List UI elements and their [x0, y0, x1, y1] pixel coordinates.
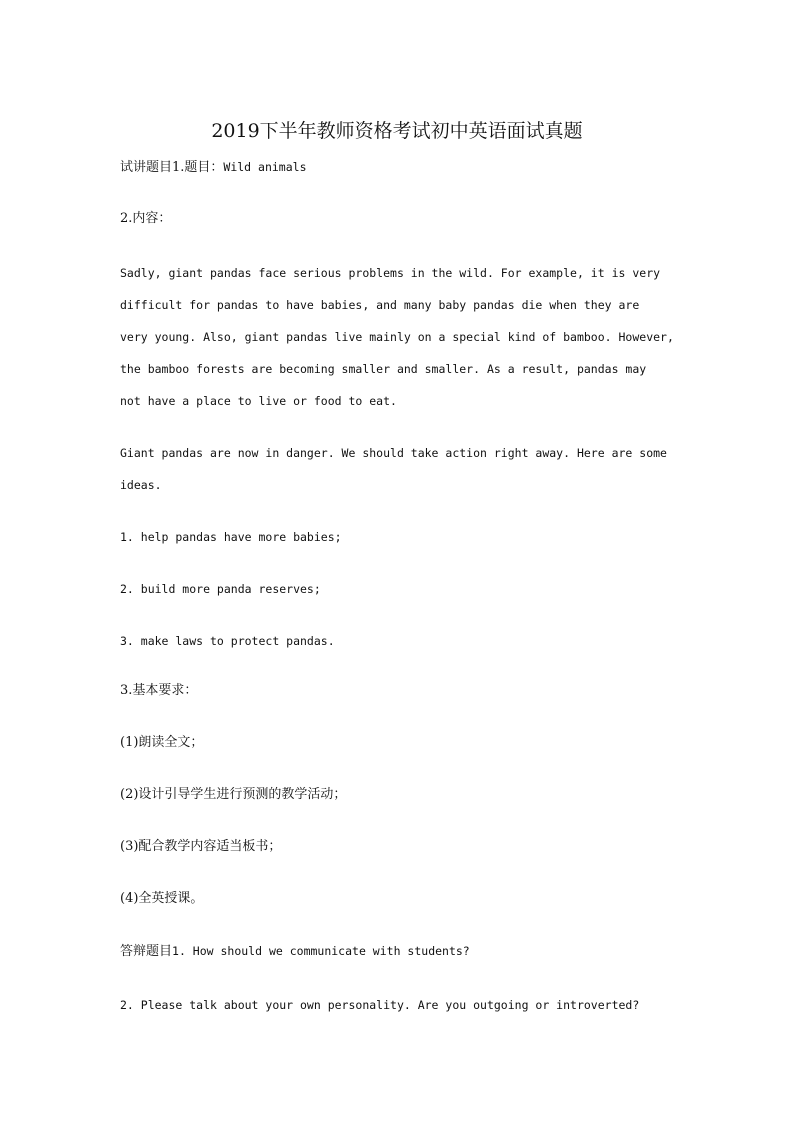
requirements-label: 3.基本要求： — [120, 683, 198, 698]
passage-line: the bamboo forests are becoming smaller and smaller. As a result, pandas may — [120, 362, 647, 376]
passage2-line: Giant pandas are now in danger. We should take action right away. Here are some — [120, 446, 667, 460]
idea-item: 3. make laws to protect pandas. — [120, 634, 335, 648]
document-title: 2019下半年教师资格考试初中英语面试真题 — [211, 120, 583, 142]
section1-line — [120, 158, 307, 177]
passage-line: difficult for pandas to have babies, and many baby pandas die when they are — [120, 298, 640, 312]
section1-label: 试讲题目1.题目： — [120, 160, 224, 175]
defense-question-2: 2. Please talk about your own personality. Are you outgoing or introverted? — [120, 998, 640, 1012]
requirement-item: (4)全英授课。 — [120, 891, 204, 906]
section1-topic: Wild animals — [223, 160, 307, 174]
defense-question-1: 1. How should we communicate with students? — [172, 944, 470, 958]
passage-line: not have a place to live or food to eat. — [120, 394, 397, 408]
passage-line: very young. Also, giant pandas live mainly on a special kind of bamboo. However, — [120, 330, 674, 344]
requirement-item: (2)设计引导学生进行预测的教学活动； — [120, 787, 347, 802]
content-label: 2.内容： — [120, 211, 172, 226]
passage2-line: ideas. — [120, 478, 162, 492]
defense-label: 答辩题目 — [120, 944, 173, 959]
idea-item: 1. help pandas have more babies; — [120, 530, 342, 544]
requirement-item: (1)朗读全文； — [120, 735, 204, 750]
requirement-item: (3)配合教学内容适当板书； — [120, 839, 282, 854]
passage-line: Sadly, giant pandas face serious problems in the wild. For example, it is very — [120, 266, 661, 280]
idea-item: 2. build more panda reserves; — [120, 582, 321, 596]
defense-line — [120, 942, 470, 961]
